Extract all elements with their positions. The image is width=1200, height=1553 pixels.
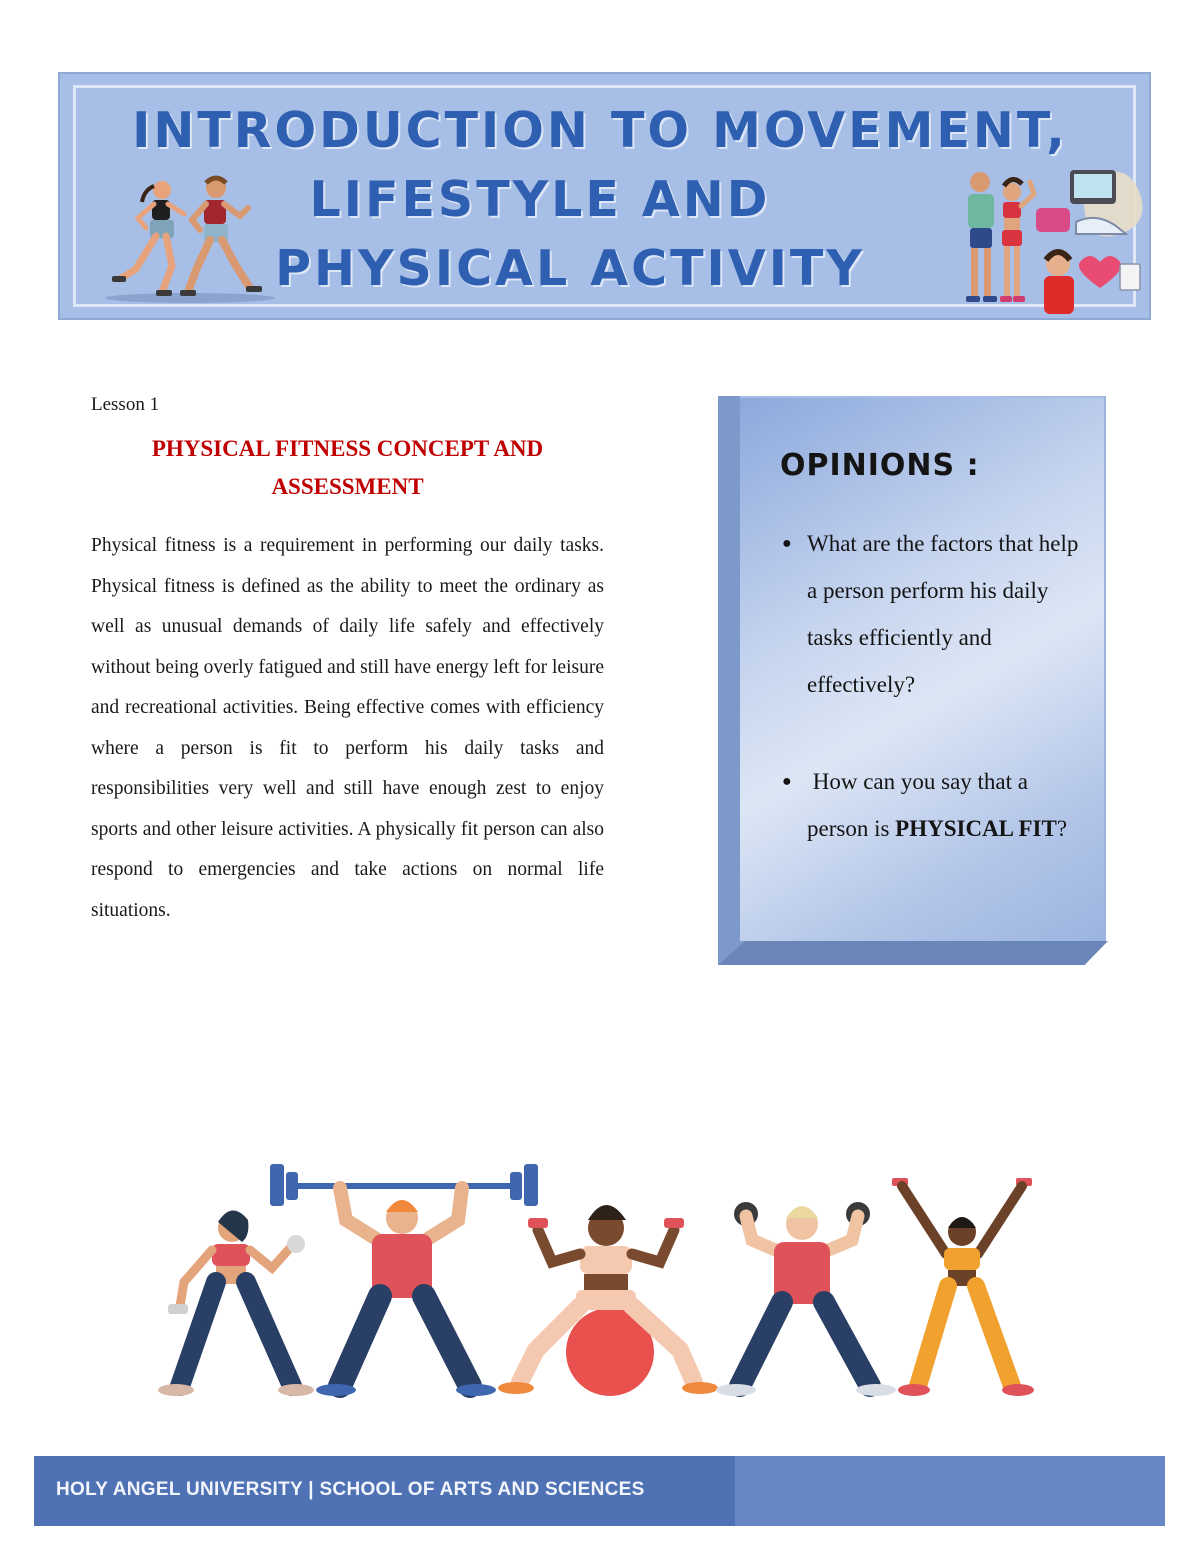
header-banner <box>58 72 1151 320</box>
banner-title-line-2: LIFESTYLE AND <box>309 171 771 228</box>
question-2-text-bold: PHYSICAL FIT <box>895 816 1057 841</box>
opinions-heading: OPINIONS : <box>780 448 980 483</box>
figure-woman-exercise-ball <box>498 1205 718 1396</box>
fitness-people-illustration <box>950 164 1150 314</box>
figure-woman-dumbbell <box>158 1210 314 1396</box>
opinions-question-list <box>782 520 1092 852</box>
exercising-people-illustration <box>140 1150 1060 1400</box>
opinions-box <box>718 396 1108 965</box>
figure-woman-arms-raised <box>892 1178 1034 1396</box>
question-2-text-start: How can you say that a person is <box>807 769 1034 841</box>
lesson-title <box>91 430 604 506</box>
footer-text: HOLY ANGEL UNIVERSITY | SCHOOL OF ARTS AND SCIENCES <box>56 1479 645 1500</box>
lesson-label: Lesson 1 <box>91 394 160 415</box>
lesson-title-line-2: ASSESSMENT <box>271 474 424 499</box>
footer-bar <box>34 1456 1165 1526</box>
lesson-body-paragraph: Physical fitness is a requirement in performing our daily tasks. Physical fitness is defined as the ability to meet the ordinary as well as unusual demands of daily life safely and effectively without being overly fatigued and still have energy left for leisure and recreational activities. Being effective comes with efficiency where a person is fit to perform his daily tasks and responsibilities very well and still have enough zest to enjoy sports and other leisure activities. A physically fit person can also respond to emergencies and take actions on normal life situations. <box>91 535 604 921</box>
bullet-icon: ● <box>782 535 792 552</box>
figure-man-dumbbells <box>716 1202 896 1396</box>
banner-title-line-1: INTRODUCTION TO MOVEMENT, <box>132 102 1068 159</box>
question-2-text-end: ? <box>1056 816 1068 841</box>
question-1-text: What are the factors that help a person perform his daily tasks efficiently and effectively? <box>807 531 1079 697</box>
bullet-icon: ● <box>782 773 792 790</box>
lesson-title-line-1: PHYSICAL FITNESS CONCEPT AND <box>151 436 544 461</box>
list-item <box>782 520 1092 708</box>
banner-title-line-3: PHYSICAL ACTIVITY <box>275 240 865 297</box>
list-item <box>782 758 1092 852</box>
opinions-box-bottom-edge <box>718 941 1108 965</box>
figure-man-barbell <box>270 1164 538 1396</box>
opinions-box-face <box>740 396 1106 941</box>
